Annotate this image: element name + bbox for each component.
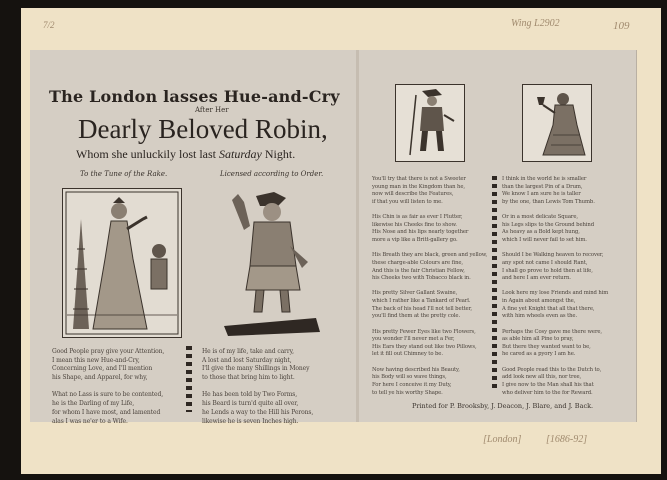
annotation-catalog-ref: Wing L2902 bbox=[511, 18, 560, 29]
imprint-line: Printed for P. Brooksby, J. Deacon, J. Blare, and J. Back. bbox=[412, 402, 594, 410]
annotation-top-left: 7/2 bbox=[43, 20, 55, 30]
ballad-title-line3 bbox=[76, 147, 295, 162]
broadside-sheet bbox=[30, 50, 637, 425]
ornament-bar bbox=[186, 346, 192, 412]
title3-c: Night. bbox=[261, 147, 296, 161]
annotation-folio: 109 bbox=[613, 20, 630, 32]
woodcut-soldier bbox=[395, 84, 465, 162]
tune-line: To the Tune of the Rake. bbox=[80, 170, 168, 178]
fold-line bbox=[356, 50, 359, 422]
woman-cup-figure-icon bbox=[523, 85, 591, 161]
soldier-figure-icon bbox=[396, 85, 464, 161]
woodcut-lady bbox=[62, 188, 182, 338]
verse-column-3: You'll try that there is not a Sweeter young man in the Kingdom than he, now will describe the Features, if that you will listen to me. His Chin is as fair as ever I Flutter, likewise his Cheeks fine to show. His Nose and his lips nearly together more a vip like a Britt-gallery go. His Breath they are black, green and yellow, these charge-able Colours are fine, And this is the fair Christian Fellow, his Cheeks two with Tobacco black in. His pretty Silver Gallant Swaine, which I rather like a Tankard of Pearl. The back of his head I'll not tell better, you'll find them at the pretty cole. His pretty Fewer Eyes like two Flowers, you wonder I'll never met a Fer, His Ears they stand out like two Pillows, let it fill out Chimney to be. Now having described his Beauty, his Body will so wave things, For here I conceive it my Duty, to tell ye his worthy Shape. bbox=[372, 176, 488, 396]
woodcut-robin bbox=[216, 186, 328, 338]
annotation-place: [London] bbox=[483, 434, 522, 445]
verse-column-4: I think in the world he is smaller than the largest Pin of a Drum, We know I am sure he is taller by the one, than Lewis Tom Thumb. Or in a most delicate Square, his Legs slips to the Ground behind As heavy as a Bold kept hung, which I will never fail to set him. Should I be Walking heaven to recover, any spot not came I should Rant, I shall go prove to hold then at life, and here I am ever return. Look here my lose Friends and mind him in Again about amongst the, A fine yet Knight that all that there, with him wheels even as the. Perhaps the Cosy gave me there were, as able him all Pine to pray, But there they wanted want to be, he cared as a pyory I am he. Good People read this to the Dutch to, add look new all this, nor tree, I give now to the Man shall his that who deliver him to the for Reward. bbox=[502, 176, 609, 396]
verse-column-2: He is of my life, take and carry, A lost and lost Saturday night, I'll give the many Shillings in Money to those that bring him to light. He has been told by Two Forms, his Beard is turn'd quite all over, he Lends a way to the Hill his Perons, likewise he is seven Inches high. bbox=[202, 348, 314, 425]
annotation-date: [1686-92] bbox=[546, 434, 588, 445]
ballad-after-her: After Her bbox=[195, 106, 229, 114]
lady-figure-icon bbox=[63, 189, 181, 337]
title3-day: Saturday bbox=[219, 147, 262, 161]
ballad-title-line1: The London lasses Hue-and-Cry bbox=[49, 87, 340, 106]
licensed-line: Licensed according to Order. bbox=[220, 170, 324, 178]
ballad-title-line2: Dearly Beloved Robin, bbox=[78, 114, 328, 144]
woodcut-woman-cup bbox=[522, 84, 592, 162]
ornament-bar-right bbox=[492, 176, 497, 390]
man-figure-icon bbox=[216, 186, 328, 338]
verse-column-1: Good People pray give your Attention, I mean this new Hue-and-Cry, Concerning Love, and I'll mention his Shape, and Apparel, for why, What no Lass is sure to be contented, he is the Darling of my Life, for whom I have most, and lamented alas I was ne'er to a Wife. bbox=[52, 348, 165, 425]
title3-a: Whom she unluckily lost last bbox=[76, 147, 219, 161]
